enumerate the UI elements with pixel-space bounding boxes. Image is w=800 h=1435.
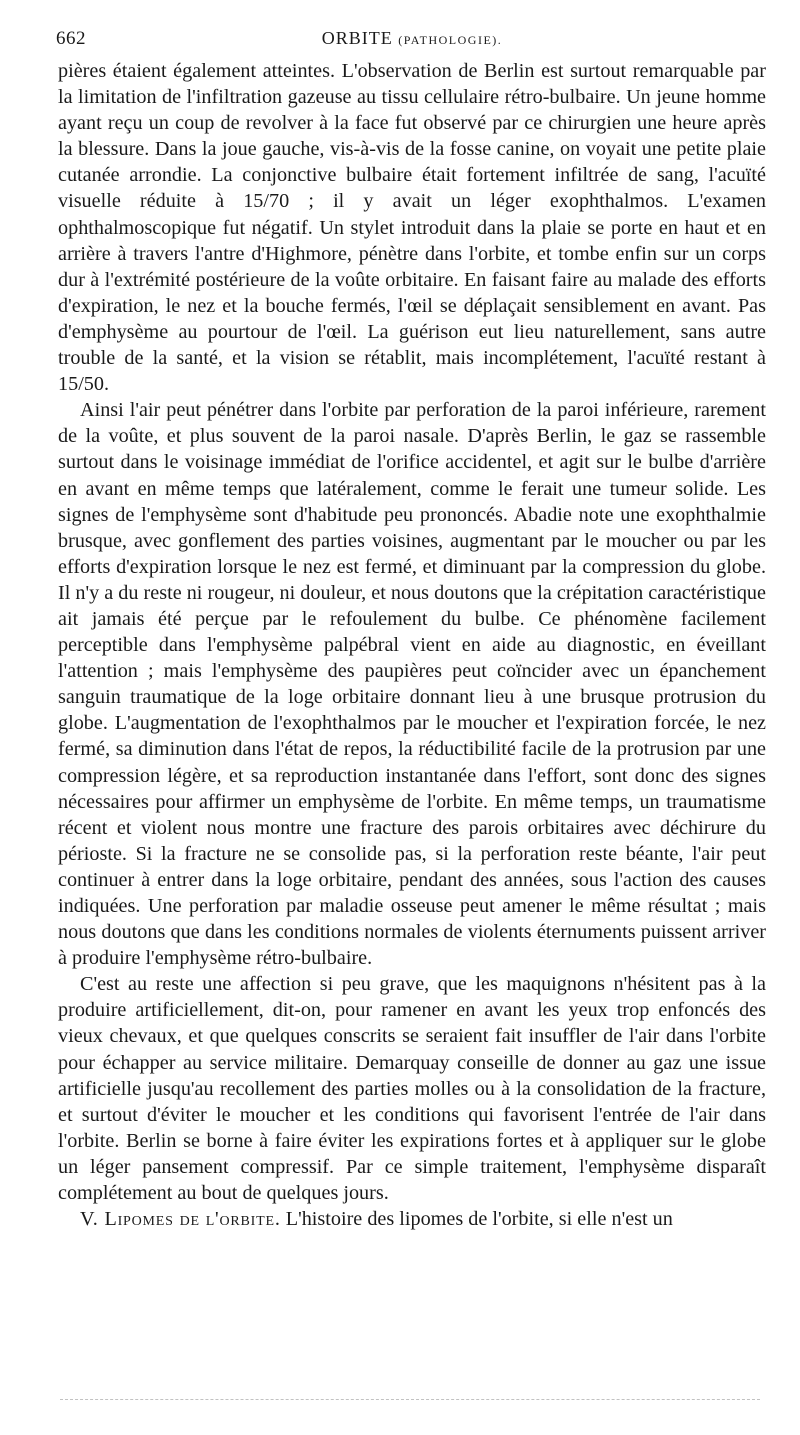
running-head [58, 26, 766, 58]
footer-rule [60, 1399, 760, 1400]
section-text: L'histoire des lipomes de l'orbite, si elle n'est un [280, 1208, 673, 1231]
section-title: V. Lipomes de l'orbite. [80, 1208, 281, 1231]
running-title-main: ORBITE [321, 28, 393, 48]
paragraph-continued: pières étaient également atteintes. L'observation de Berlin est surtout remarquable par la limitation de l'infiltration gazeuse au tissu cellulaire rétro-bulbaire. Un jeune homme ayant reçu un coup de revolver à la face fut observé par ce chirurgien une heure après la blessure. Dans la joue gauche, vis-à-vis de la fosse canine, on voyait une petite plaie cutanée arrondie. La conjonctive bulbaire était fortement infiltrée de sang, l'acuïté visuelle réduite à 15/70 ; il y avait un léger exophthalmos. L'examen ophthalmoscopique fut négatif. Un stylet introduit dans la plaie se porte en haut et en arrière à travers l'antre d'Highmore, pénètre dans l'orbite, et tombe enfin sur un corps dur à l'extrémité postérieure de la voûte orbitaire. En faisant faire au malade des efforts d'expiration, le nez et la bouche fermés, l'œil se déplaçait sensiblement en avant. Pas d'emphysème au pourtour de l'œil. La guérison eut lieu naturellement, sans autre trouble de la santé, et la vision se rétablit, mais incomplétement, l'acuïté restant à 15/50. [58, 60, 766, 396]
page-number: 662 [56, 28, 86, 49]
paragraph-section-start [58, 1206, 766, 1232]
paragraph: C'est au reste une affection si peu grave, que les maquignons n'hésitent pas à la produire artificiellement, dit-on, pour ramener en avant les yeux trop enfoncés des vieux chevaux, et que quelques conscrits se seraient fait insuffler de l'air dans l'orbite pour échapper au service militaire. Demarquay conseille de donner au gaz une issue artificielle jusqu'au recollement des parties molles ou à la consolidation de la fracture, et surtout d'éviter le moucher et les conditions qui favorisent l'entrée de l'air dans l'orbite. Berlin se borne à faire éviter les expirations fortes et à appliquer sur le globe un léger pansement compressif. Par ce simple traitement, l'emphysème disparaît complétement au bout de quelques jours. [58, 973, 766, 1205]
running-title [58, 28, 766, 49]
page [58, 26, 766, 1232]
paragraph: Ainsi l'air peut pénétrer dans l'orbite par perforation de la paroi inférieure, rarement de la voûte, et plus souvent de la paroi nasale. D'après Berlin, le gaz se rassemble surtout dans le voisinage immédiat de l'orifice accidentel, et agit sur le bulbe d'arrière en avant en même temps que latéralement, comme le ferait une tumeur solide. Les signes de l'emphysème sont d'habitude peu prononcés. Abadie note une exophthalmie brusque, avec gonflement des parties voisines, augmentant par le moucher ou par les efforts d'expiration lorsque le nez est fermé, et diminuant par la compression du globe. Il n'y a du reste ni rougeur, ni douleur, et nous doutons que la crépitation caractéristique ait jamais été perçue par le refoulement du bulbe. Ce phénomène facilement perceptible dans l'emphysème palpébral vient en aide au diagnostic, en éveillant l'attention ; mais l'emphysème des paupières peut coïncider avec un épanchement sanguin traumatique de la loge orbitaire donnant lieu à une brusque protrusion du globe. L'augmentation de l'exophthalmos par le moucher et l'expiration forcée, le nez fermé, sa diminution dans l'état de repos, la réductibilité facile de la protrusion par une compression légère, et sa reproduction instantanée dans l'effort, sont donc des signes nécessaires pour affirmer un emphysème de l'orbite. En même temps, un traumatisme récent et violent nous montre une fracture des parois orbitaires avec déchirure du périoste. Si la fracture ne se consolide pas, si la perforation reste béante, l'air peut continuer à entrer dans la loge orbitaire, pendant des années, sous l'action des causes indiquées. Une perforation par maladie osseuse peut amener le même résultat ; mais nous doutons que dans les conditions normales de violents éternuments puissent arriver à produire l'emphysème rétro-bulbaire. [58, 399, 766, 970]
running-title-sub: (PATHOLOGIE). [398, 33, 503, 47]
body-text [58, 58, 766, 1232]
